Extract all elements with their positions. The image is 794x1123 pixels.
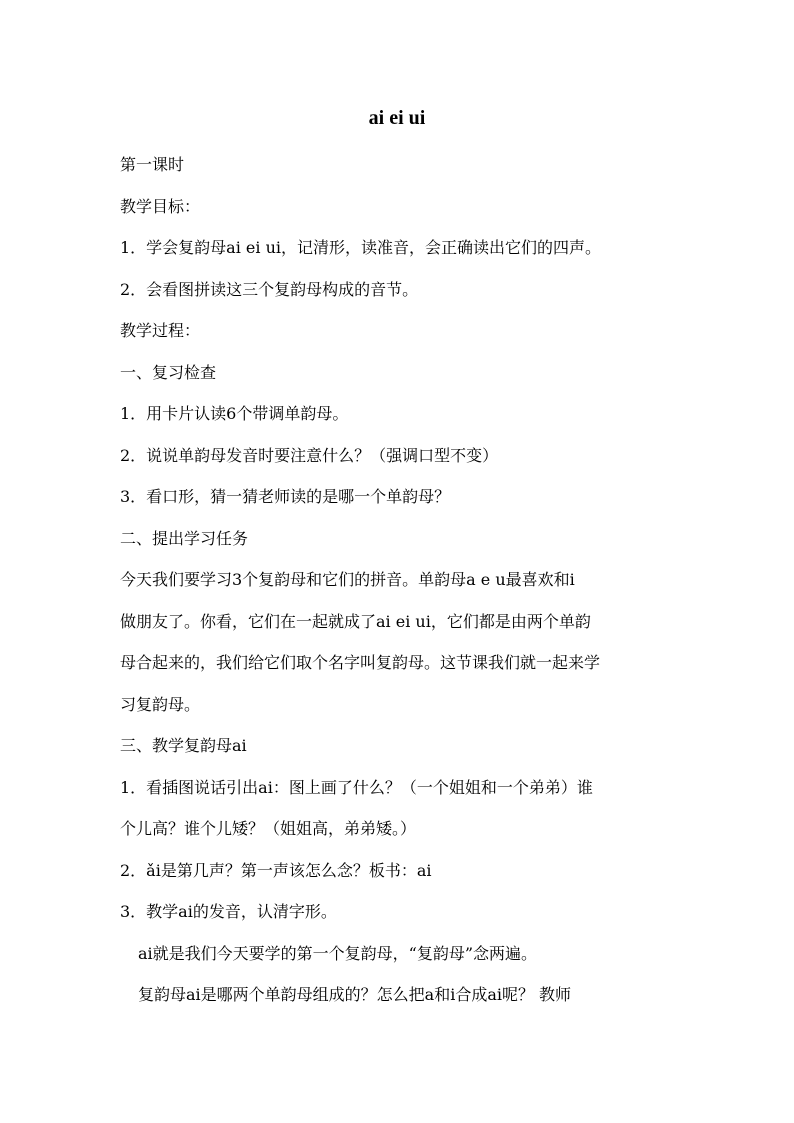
subsection-heading: 三、教学复韵母ai bbox=[120, 736, 247, 755]
section-heading-objectives: 教学目标： bbox=[120, 196, 201, 216]
paragraph-line: 习复韵母。 bbox=[120, 694, 201, 714]
list-item: 1．用卡片认读6个带调单韵母。 bbox=[120, 404, 349, 423]
objective-item: 2．会看图拼读这三个复韵母构成的音节。 bbox=[120, 279, 419, 299]
subsection-heading: 一、复习检查 bbox=[120, 362, 217, 382]
section-heading-process: 教学过程： bbox=[120, 321, 201, 340]
paragraph-line: 母合起来的，我们给它们取个名字叫复韵母。这节课我们就一起来学 bbox=[120, 653, 601, 672]
list-item: 2．说说单韵母发音时要注意什么？（强调口型不变） bbox=[120, 445, 499, 465]
subsection-heading: 二、提出学习任务 bbox=[120, 528, 249, 548]
indented-paragraph: ai就是我们今天要学的第一个复韵母，“复韵母”念两遍。 bbox=[138, 943, 538, 963]
list-item: 2．ǎi是第几声？第一声该怎么念？板书：ai bbox=[120, 860, 432, 880]
list-item: 1．看插图说话引出ai：图上画了什么？（一个姐姐和一个弟弟）谁 bbox=[120, 777, 593, 797]
document-body bbox=[120, 144, 680, 1016]
indented-paragraph: 复韵母ai是哪两个单韵母组成的？怎么把a和i合成ai呢？ 教师 bbox=[138, 985, 572, 1004]
lesson-period: 第一课时 bbox=[120, 155, 185, 174]
paragraph-line: 做朋友了。你看，它们在一起就成了ai ei ui，它们都是由两个单韵 bbox=[120, 611, 591, 631]
list-item: 3．看口形，猜一猜老师读的是哪一个单韵母？ bbox=[120, 487, 451, 506]
paragraph-line: 今天我们要学习3个复韵母和它们的拼音。单韵母a e u最喜欢和i bbox=[120, 570, 575, 589]
list-item-continuation: 个儿高？谁个儿矮？（姐姐高，弟弟矮。） bbox=[120, 819, 417, 838]
document-title: ai ei ui bbox=[368, 107, 426, 129]
list-item: 3．教学ai的发音，认清字形。 bbox=[120, 902, 337, 921]
objective-item: 1．学会复韵母ai ei ui，记清形，读准音，会正确读出它们的四声。 bbox=[120, 238, 602, 257]
